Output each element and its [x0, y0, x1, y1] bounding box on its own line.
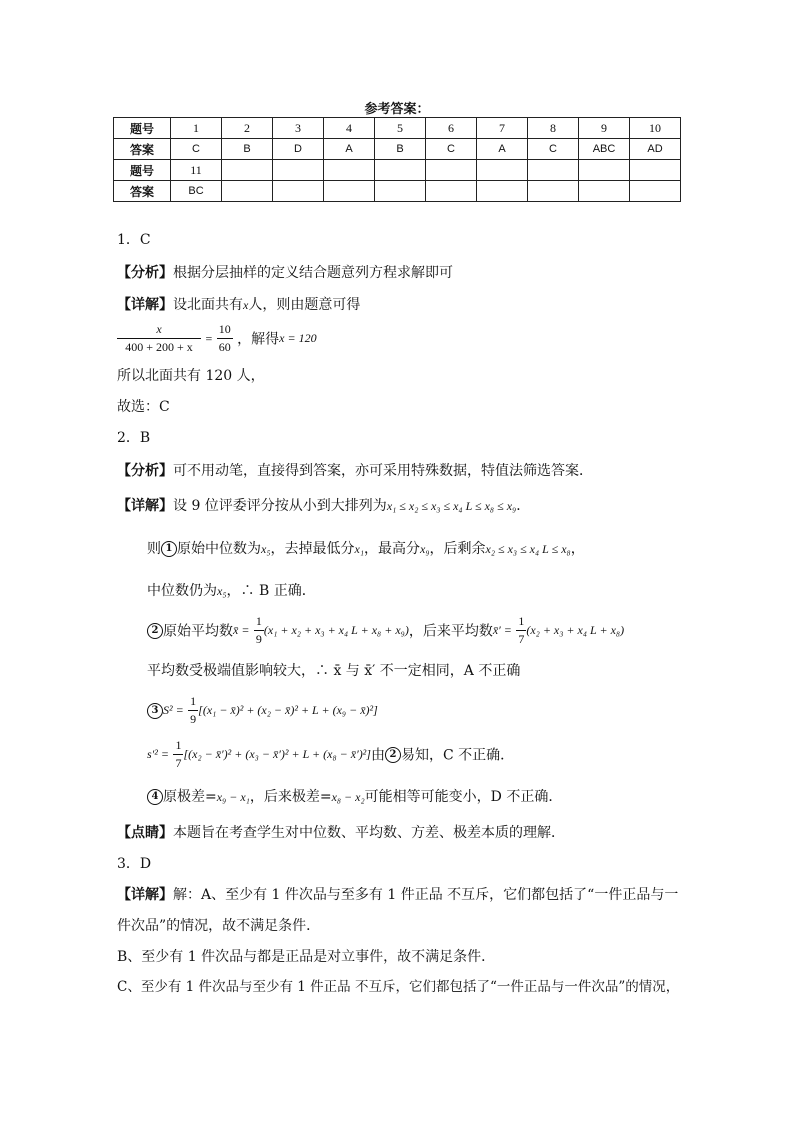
- table-cell: [273, 181, 324, 202]
- table-cell: [222, 181, 273, 202]
- table-cell: [375, 160, 426, 181]
- table-cell: [222, 160, 273, 181]
- table-cell: 1: [171, 118, 222, 139]
- math-expression: (x₂ + x₃ + x₄ L + x₈): [526, 623, 625, 637]
- math-expression: s′² =: [147, 747, 169, 761]
- q1-conclusion: 所以北面共有 120 人，: [117, 368, 265, 384]
- q2-remark: [117, 826, 565, 840]
- table-cell: [528, 160, 579, 181]
- text: 原极差=: [163, 789, 217, 805]
- table-cell: 10: [630, 118, 681, 139]
- solve-text: ，解得: [237, 331, 280, 348]
- circled-number: 4: [147, 789, 163, 805]
- q3-line4: C、至少有 1 件次品与至少有 1 件正品 不互斥，它们都包括了“一件正品与一件次品”的情况，: [117, 979, 680, 995]
- q2-line2: [147, 584, 316, 598]
- table-cell: [477, 181, 528, 202]
- table-cell: 2: [222, 118, 273, 139]
- fraction: [217, 322, 233, 355]
- analysis-text: 根据分层抽样的定义结合题意列方程求解即可: [173, 265, 453, 281]
- fraction-numerator: 10: [217, 322, 233, 339]
- fraction-numerator: x: [117, 322, 201, 339]
- detail-text: 设 9 位评委评分按从小到大排列为: [173, 498, 387, 514]
- math-var: x₅: [261, 542, 271, 556]
- answer-table: [113, 117, 681, 202]
- math-expression: [(x₂ − x̄′)² + (x₃ − x̄′)² + L + (x₈ − x̄′)²]: [183, 747, 371, 761]
- math-expression: x₁ ≤ x₂ ≤ x₃ ≤ x₄ L ≤ x₈ ≤ x₉: [386, 499, 517, 513]
- q2-line1: [147, 541, 585, 557]
- table-cell: 9: [579, 118, 630, 139]
- table-cell: D: [273, 139, 324, 160]
- table-cell: C: [426, 139, 477, 160]
- fraction-denominator: 7: [175, 756, 182, 770]
- fraction-denominator: 400 + 200 + x: [125, 340, 193, 354]
- q2-number: 2．B: [117, 430, 151, 446]
- fraction: [173, 738, 183, 771]
- q1-detail: [117, 298, 360, 312]
- circled-number: 3: [147, 703, 163, 719]
- circled-number: 2: [385, 747, 401, 763]
- page-title: 参考答案：: [364, 102, 430, 117]
- text: 原始中位数为: [177, 541, 261, 557]
- table-header-cell: 题号: [114, 160, 171, 181]
- circled-number: 2: [147, 623, 163, 639]
- analysis-tag: 【分析】: [117, 463, 173, 479]
- table-cell: A: [477, 139, 528, 160]
- text: 中位数仍为: [147, 583, 217, 599]
- table-cell: B: [375, 139, 426, 160]
- table-cell: 7: [477, 118, 528, 139]
- q2-line3: [147, 614, 624, 647]
- fraction-denominator: 60: [218, 340, 231, 354]
- table-cell: [579, 160, 630, 181]
- math-expression: x₂ ≤ x₃ ≤ x₄ L ≤ x₈: [485, 542, 571, 556]
- table-row: [114, 118, 681, 139]
- table-cell: [273, 160, 324, 181]
- text: ，后剩余: [429, 541, 486, 557]
- table-header-cell: 答案: [114, 139, 171, 160]
- table-cell: 6: [426, 118, 477, 139]
- text: 易知，C 不正确．: [400, 747, 515, 764]
- table-cell: [630, 181, 681, 202]
- fraction: [516, 614, 526, 647]
- table-cell: [324, 181, 375, 202]
- table-cell: ABC: [579, 139, 630, 160]
- table-cell: [375, 181, 426, 202]
- detail-text: ．: [516, 498, 531, 514]
- table-cell: [324, 160, 375, 181]
- q1-equation: [117, 322, 317, 355]
- table-cell: 8: [528, 118, 579, 139]
- table-header-cell: 题号: [114, 118, 171, 139]
- math-var: x₁: [354, 542, 364, 556]
- circled-number: 1: [161, 541, 177, 557]
- math-var: x₅: [217, 584, 227, 598]
- text: ，最高分: [364, 541, 420, 557]
- table-header-cell: 答案: [114, 181, 171, 202]
- table-cell: [579, 181, 630, 202]
- table-cell: 5: [375, 118, 426, 139]
- equals-sign: =: [205, 331, 213, 346]
- table-cell: C: [528, 139, 579, 160]
- text: 原始平均数: [163, 623, 233, 640]
- text: 由: [370, 747, 385, 764]
- math-var: x₉: [420, 542, 430, 556]
- table-cell: [528, 181, 579, 202]
- math-expression: [(x₁ − x̄)² + (x₂ − x̄)² + L + (x₉ − x̄)²]: [198, 703, 378, 717]
- q2-analysis: [117, 464, 593, 478]
- math-expression: (x₁ + x₂ + x₃ + x₄ L + x₈ + x₉): [263, 623, 409, 637]
- table-row: [114, 181, 681, 202]
- text: ，去掉最低分: [270, 541, 355, 557]
- solve-expression: x = 120: [279, 331, 317, 345]
- table-row: [114, 160, 681, 181]
- detail-text: 设北面共有: [173, 297, 243, 313]
- fraction-numerator: 1: [173, 738, 183, 755]
- math-expression: S² =: [163, 703, 184, 717]
- text: ，后来极差=: [249, 789, 332, 805]
- analysis-tag: 【分析】: [117, 265, 173, 281]
- fraction-denominator: 9: [190, 712, 197, 726]
- table-cell: [426, 160, 477, 181]
- table-cell: BC: [171, 181, 222, 202]
- math-expression: x̄ =: [233, 623, 250, 637]
- text: ，后来平均数: [408, 623, 493, 640]
- detail-text: 人，则由题意可得: [248, 297, 361, 313]
- q3-line2: 件次品”的情况，故不满足条件．: [117, 918, 321, 934]
- math-expression: x₈ − x₂: [331, 790, 365, 804]
- q2-line5: [147, 694, 378, 727]
- fraction-denominator: 7: [518, 632, 525, 646]
- table-cell: 3: [273, 118, 324, 139]
- table-cell: A: [324, 139, 375, 160]
- fraction: [188, 694, 198, 727]
- q3-number: 3．D: [117, 856, 152, 872]
- table-row: [114, 139, 681, 160]
- fraction-numerator: 1: [254, 614, 264, 631]
- detail-tag: 【详解】: [117, 498, 173, 514]
- fraction: [117, 322, 201, 355]
- q3-line3: B、至少有 1 件次品与都是正品是对立事件，故不满足条件．: [117, 949, 496, 965]
- table-cell: AD: [630, 139, 681, 160]
- detail-tag: 【详解】: [117, 297, 173, 313]
- fraction-denominator: 9: [255, 632, 262, 646]
- math-expression: x₉ − x₁: [216, 790, 250, 804]
- text: 解：A、至少有 1 件次品与至多有 1 件正品 不互斥，它们都包括了“一件正品与一: [173, 887, 679, 903]
- table-cell: B: [222, 139, 273, 160]
- table-cell: [630, 160, 681, 181]
- q3-line1: [117, 888, 678, 902]
- text: 则: [147, 541, 161, 557]
- text: ，: [570, 541, 585, 557]
- q2-line6: [147, 738, 514, 771]
- q1-number: 1．C: [117, 232, 151, 248]
- q1-choice: 故选：C: [117, 399, 170, 415]
- table-cell: [426, 181, 477, 202]
- table-cell: C: [171, 139, 222, 160]
- fraction-numerator: 1: [516, 614, 526, 631]
- q2-detail: [117, 499, 530, 513]
- q2-line4: 平均数受极端值影响较大，∴ x̄ 与 x̄′ 不一定相同，A 不正确: [147, 663, 521, 679]
- text: ，∴ B 正确．: [226, 583, 316, 599]
- math-var: x: [243, 298, 249, 312]
- remark-text: 本题旨在考查学生对中位数、平均数、方差、极差本质的理解．: [173, 825, 565, 841]
- math-expression: x̄′ =: [492, 623, 512, 637]
- table-cell: 4: [324, 118, 375, 139]
- table-cell: 11: [171, 160, 222, 181]
- q2-line7: [147, 789, 562, 805]
- fraction-numerator: 1: [188, 694, 198, 711]
- text: 可能相等可能变小，D 不正确．: [364, 789, 563, 805]
- fraction: [254, 614, 264, 647]
- table-cell: [477, 160, 528, 181]
- analysis-text: 可不用动笔，直接得到答案，亦可采用特殊数据，特值法筛选答案．: [173, 463, 593, 479]
- q1-analysis: [117, 266, 453, 280]
- remark-tag: 【点睛】: [117, 825, 173, 841]
- detail-tag: 【详解】: [117, 887, 173, 903]
